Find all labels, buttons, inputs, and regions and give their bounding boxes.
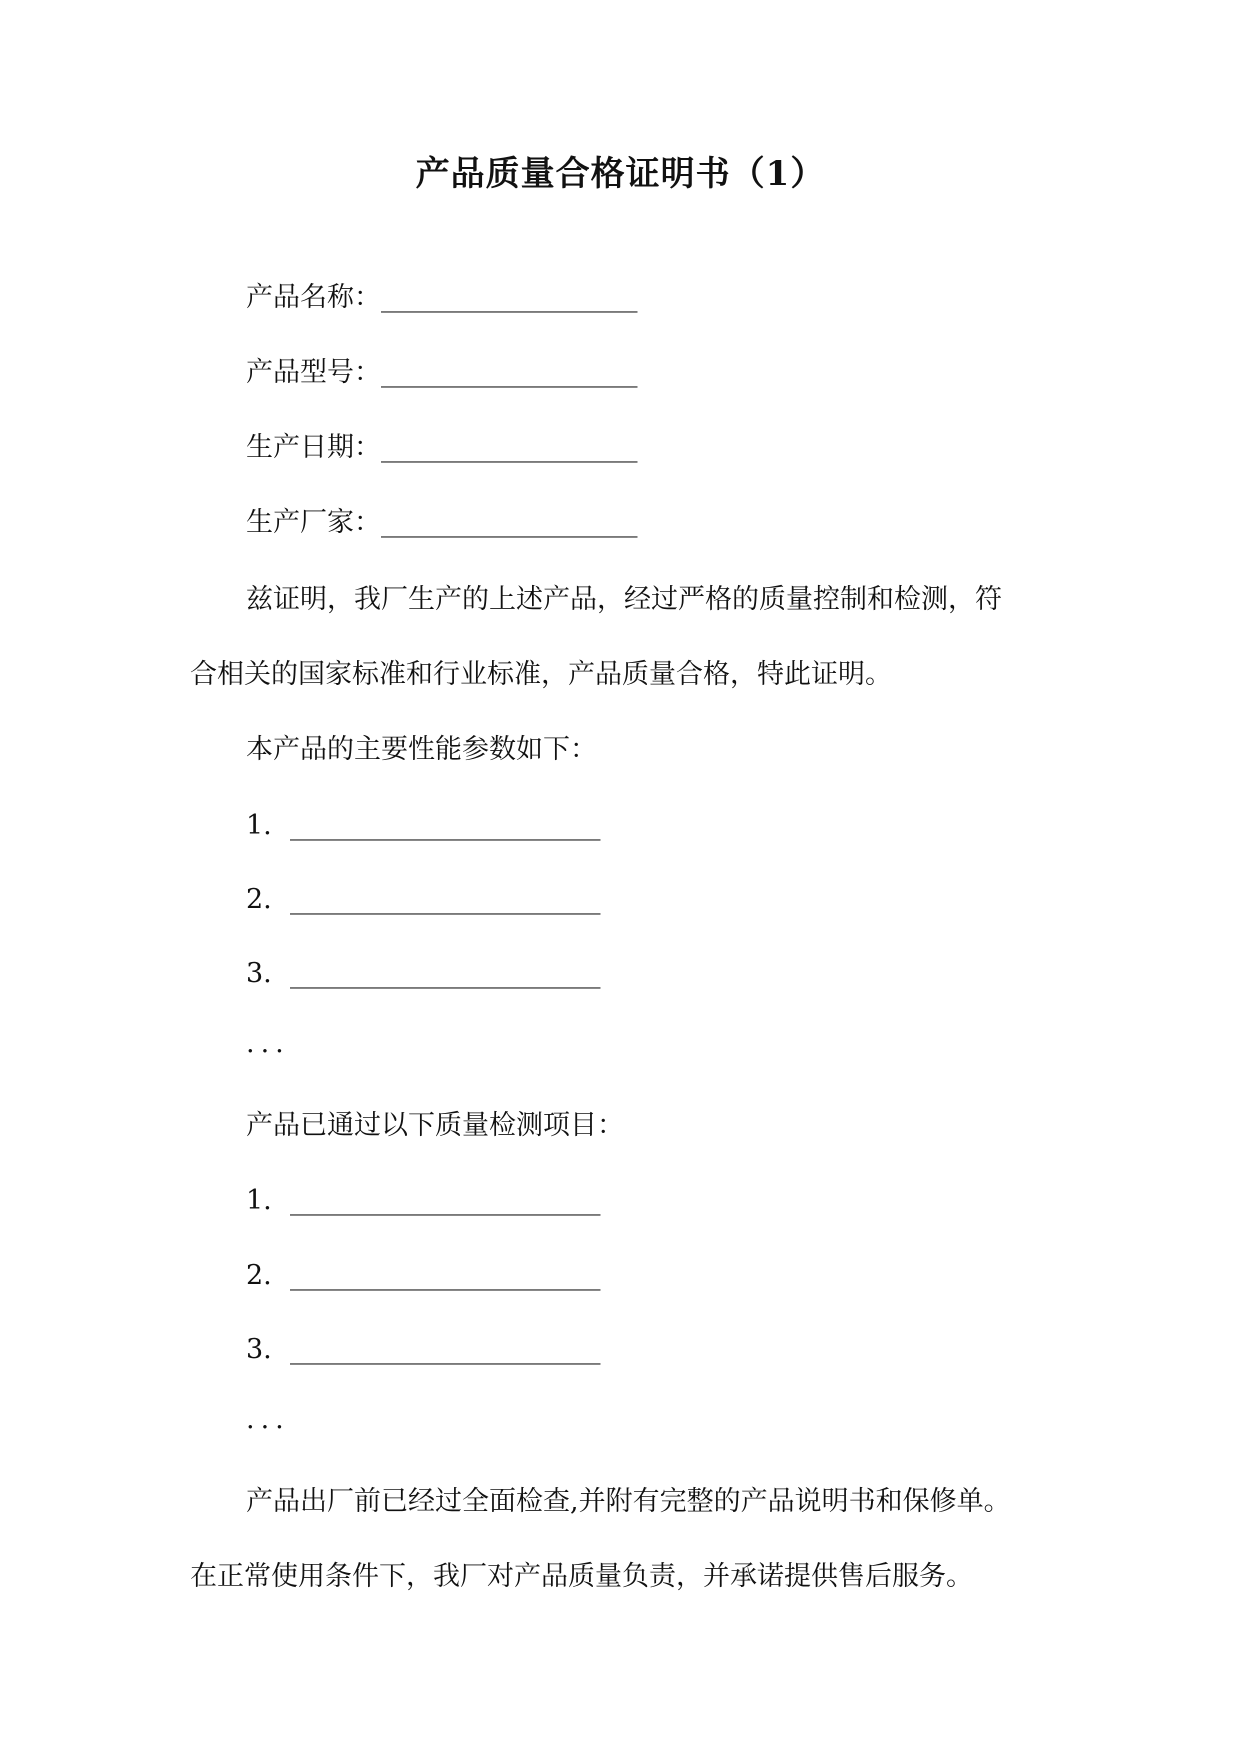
tests-item-2 bbox=[246, 1256, 601, 1296]
field-production-date bbox=[246, 428, 638, 468]
tests-item-1 bbox=[246, 1181, 601, 1221]
tests-item-3 bbox=[246, 1330, 601, 1370]
params-heading: 本产品的主要性能参数如下： bbox=[246, 734, 597, 765]
item-blank: _______________________ bbox=[290, 958, 601, 989]
params-ellipsis: ... bbox=[246, 1028, 290, 1059]
field-manufacturer bbox=[246, 503, 638, 543]
item-blank: _______________________ bbox=[290, 810, 601, 841]
params-item-2 bbox=[246, 880, 601, 920]
field-product-model bbox=[246, 353, 638, 393]
params-item-3 bbox=[246, 954, 601, 994]
item-blank: _______________________ bbox=[290, 1334, 601, 1365]
closing-line-2: 在正常使用条件下，我厂对产品质量负责，并承诺提供售后服务。 bbox=[190, 1561, 973, 1592]
item-number: 1. bbox=[246, 810, 272, 841]
field-label: 生产日期： bbox=[246, 432, 381, 463]
field-blank: ___________________ bbox=[381, 432, 638, 463]
field-blank: ___________________ bbox=[381, 507, 638, 538]
item-number: 2. bbox=[246, 884, 272, 915]
page-title: 产品质量合格证明书（1） bbox=[415, 154, 826, 194]
item-blank: _______________________ bbox=[290, 884, 601, 915]
tests-heading: 产品已通过以下质量检测项目： bbox=[246, 1110, 624, 1141]
item-number: 3. bbox=[246, 958, 272, 989]
item-blank: _______________________ bbox=[290, 1185, 601, 1216]
item-blank: _______________________ bbox=[290, 1260, 601, 1291]
field-product-name bbox=[246, 278, 638, 318]
item-number: 1. bbox=[246, 1185, 272, 1216]
item-number: 3. bbox=[246, 1334, 272, 1365]
field-label: 产品型号： bbox=[246, 357, 381, 388]
field-blank: ___________________ bbox=[381, 282, 638, 313]
item-number: 2. bbox=[246, 1260, 272, 1291]
field-label: 生产厂家： bbox=[246, 507, 381, 538]
statement-line-2: 合相关的国家标准和行业标准，产品质量合格，特此证明。 bbox=[190, 659, 892, 690]
statement-line-1: 兹证明，我厂生产的上述产品，经过严格的质量控制和检测，符 bbox=[246, 584, 1002, 615]
params-item-1 bbox=[246, 806, 601, 846]
closing-line-1: 产品出厂前已经过全面检查,并附有完整的产品说明书和保修单。 bbox=[246, 1486, 1011, 1517]
field-label: 产品名称： bbox=[246, 282, 381, 313]
tests-ellipsis: ... bbox=[246, 1404, 290, 1435]
field-blank: ___________________ bbox=[381, 357, 638, 388]
